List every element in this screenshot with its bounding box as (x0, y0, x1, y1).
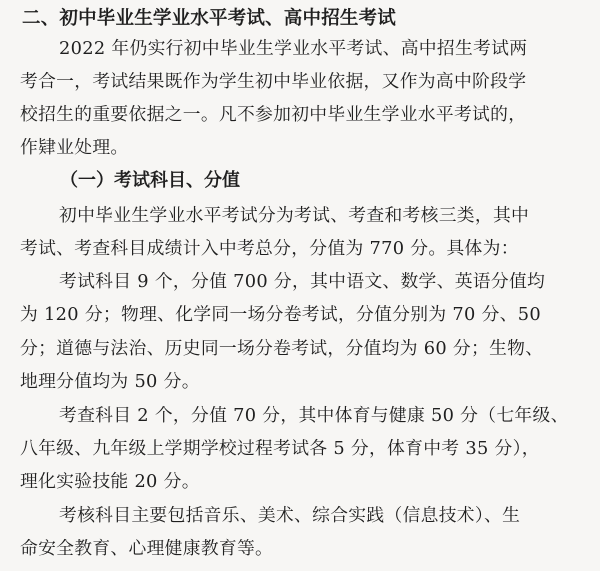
intro-line: 2022 年仍实行初中毕业生学业水平考试、高中招生考试两 (59, 38, 528, 59)
paragraph-line: 八年级、九年级上学期学校过程考试各 5 分，体育中考 35 分）， (20, 438, 540, 459)
paragraph-line: 考试科目 9 个，分值 700 分，其中语文、数学、英语分值均 (59, 271, 546, 292)
paragraph-line: 理化实验技能 20 分。 (20, 471, 200, 492)
subsection-heading: （一）考试科目、分值 (60, 170, 240, 191)
intro-line: 考合一，考试结果既作为学生初中毕业依据，又作为高中阶段学 (20, 71, 527, 92)
paragraph-line: 命安全教育、心理健康教育等。 (20, 538, 274, 559)
paragraph-line: 考查科目 2 个，分值 70 分，其中体育与健康 50 分（七年级、 (59, 405, 569, 426)
paragraph-line: 地理分值均为 50 分。 (20, 371, 200, 392)
intro-line: 作肄业处理。 (20, 137, 129, 158)
intro-line: 校招生的重要依据之一。凡不参加初中毕业生学业水平考试的， (20, 104, 527, 125)
section-heading: 二、初中毕业生学业水平考试、高中招生考试 (22, 8, 397, 29)
paragraph-line: 分；道德与法治、历史同一场分卷考试，分值均为 60 分；生物、 (20, 338, 544, 359)
paragraph-line: 考试、考查科目成绩计入中考总分，分值为 770 分。具体为： (20, 238, 519, 259)
paragraph-line: 初中毕业生学业水平考试分为考试、考查和考核三类，其中 (59, 205, 530, 226)
paragraph-line: 考核科目主要包括音乐、美术、综合实践（信息技术）、生 (59, 505, 521, 526)
paragraph-line: 为 120 分；物理、化学同一场分卷考试，分值分别为 70 分、50 (20, 304, 541, 325)
